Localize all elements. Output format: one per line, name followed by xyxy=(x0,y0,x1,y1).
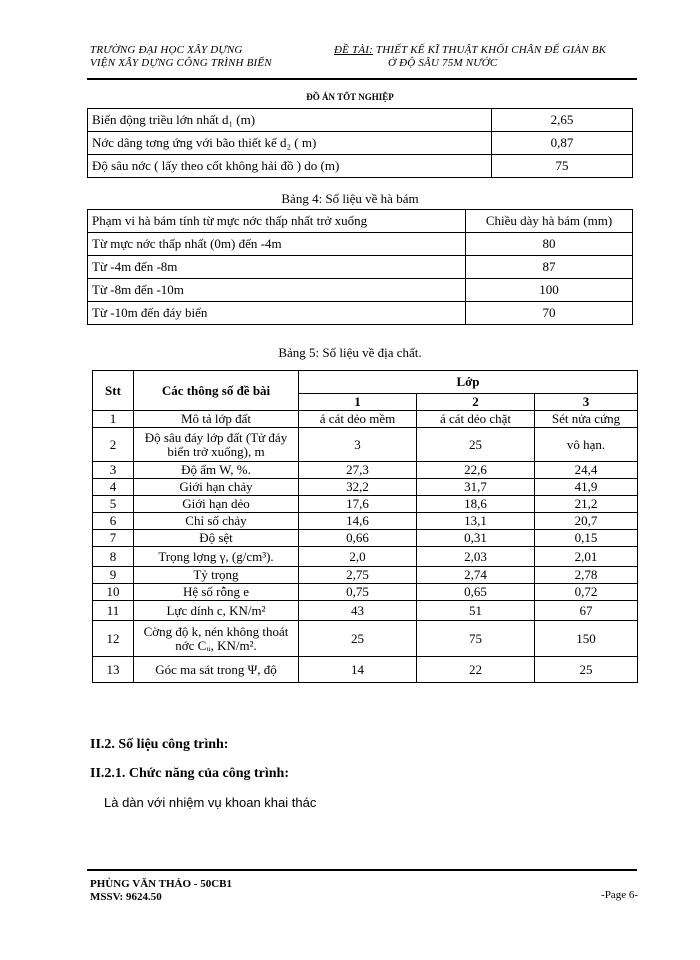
table-row xyxy=(93,513,638,530)
row-param: Góc ma sát trong Ψ, độ xyxy=(134,657,299,683)
student-id: MSSV: 9624.50 xyxy=(90,891,162,903)
row-param: Độ ẩm W, %. xyxy=(134,462,299,479)
row-layer-2: 0,65 xyxy=(417,584,535,601)
author: PHÙNG VĂN THẢO - 50CB1 xyxy=(90,878,232,890)
row-layer-1: 2,75 xyxy=(299,567,417,584)
topic-title-line1: THIẾT KẾ KĨ THUẬT KHỐI CHÂN ĐẾ GIÀN BK xyxy=(372,44,607,56)
document-subtitle: ĐỒ ÁN TỐT NGHIỆP xyxy=(306,92,394,102)
row-stt: 13 xyxy=(93,657,134,683)
table-row xyxy=(93,621,638,657)
row-value: 0,87 xyxy=(492,132,633,155)
page-number: -Page 6- xyxy=(601,889,638,901)
row-stt: 3 xyxy=(93,462,134,479)
row-layer-2: 2,03 xyxy=(417,547,535,567)
row-value: 70 xyxy=(466,302,633,325)
topic-title-line2: Ở ĐỘ SÂU 75M NƯỚC xyxy=(388,57,498,69)
table-row xyxy=(93,428,638,462)
row-layer-3: 2,01 xyxy=(535,547,638,567)
row-layer-2: 31,7 xyxy=(417,479,535,496)
header-param: Các thông số đề bài xyxy=(134,371,299,411)
row-layer-1: 14 xyxy=(299,657,417,683)
row-stt: 7 xyxy=(93,530,134,547)
row-range: Từ -4m đến -8m xyxy=(88,256,466,279)
row-param: Cờng độ k, nén không thoát nớc Cᵤ, KN/m². xyxy=(134,621,299,657)
row-layer-2: 0,31 xyxy=(417,530,535,547)
row-value: 75 xyxy=(492,155,633,178)
footer-rule xyxy=(87,869,637,871)
row-layer-2: 25 xyxy=(417,428,535,462)
table-row xyxy=(93,462,638,479)
marine-growth-table xyxy=(87,209,633,325)
row-layer-3: 0,15 xyxy=(535,530,638,547)
row-layer-2: 22,6 xyxy=(417,462,535,479)
row-layer-2: 22 xyxy=(417,657,535,683)
subsection-heading: II.2.1. Chức năng của công trình: xyxy=(90,766,289,781)
row-stt: 5 xyxy=(93,496,134,513)
row-param: Giới hạn chảy xyxy=(134,479,299,496)
row-layer-1: 25 xyxy=(299,621,417,657)
row-param: Lực dính c, KN/m² xyxy=(134,601,299,621)
row-layer-1: 43 xyxy=(299,601,417,621)
row-label: Nớc dâng tơng ứng với bão thiết kế d₂ ( m) xyxy=(88,132,492,155)
row-stt: 8 xyxy=(93,547,134,567)
table-header-row xyxy=(93,371,638,394)
tide-data-table xyxy=(87,108,633,178)
table-row xyxy=(93,411,638,428)
row-param: Độ sâu đáy lớp đất (Tử đáy biển trở xuống), m xyxy=(134,428,299,462)
table-row xyxy=(93,601,638,621)
table-row xyxy=(88,279,633,302)
table-row xyxy=(88,155,633,178)
table-row xyxy=(93,657,638,683)
row-range: Từ -8m đến -10m xyxy=(88,279,466,302)
row-layer-2: á cát dẻo chặt xyxy=(417,411,535,428)
table-row xyxy=(93,530,638,547)
institute-name: VIỆN XÂY DỰNG CÔNG TRÌNH BIỂN xyxy=(90,57,272,69)
row-stt: 9 xyxy=(93,567,134,584)
header-range: Phạm vi hà bám tính từ mực nớc thấp nhất trở xuống xyxy=(88,210,466,233)
geology-table xyxy=(92,370,638,683)
row-param: Giới hạn dẻo xyxy=(134,496,299,513)
row-layer-3: 0,72 xyxy=(535,584,638,601)
row-stt: 6 xyxy=(93,513,134,530)
table-row xyxy=(93,567,638,584)
footer-left xyxy=(90,878,232,904)
header-rule xyxy=(87,78,637,80)
row-layer-2: 51 xyxy=(417,601,535,621)
table-row xyxy=(88,132,633,155)
row-layer-1: 2,0 xyxy=(299,547,417,567)
row-range: Từ mực nớc thấp nhất (0m) đến -4m xyxy=(88,233,466,256)
row-label: Biến động triều lớn nhất d₁ (m) xyxy=(88,109,492,132)
table-row xyxy=(93,479,638,496)
header-thickness: Chiều dày hà bám (mm) xyxy=(466,210,633,233)
header-left xyxy=(90,44,272,70)
table-row xyxy=(93,584,638,601)
row-layer-3: 20,7 xyxy=(535,513,638,530)
row-layer-3: 24,4 xyxy=(535,462,638,479)
row-stt: 2 xyxy=(93,428,134,462)
header-layer: Lớp xyxy=(299,371,638,394)
row-stt: 4 xyxy=(93,479,134,496)
row-param: Hệ số rỗng e xyxy=(134,584,299,601)
section-heading: II.2. Số liệu công trình: xyxy=(90,737,229,752)
row-value: 100 xyxy=(466,279,633,302)
header-stt: Stt xyxy=(93,371,134,411)
row-layer-1: 0,66 xyxy=(299,530,417,547)
row-layer-3: 21,2 xyxy=(535,496,638,513)
row-layer-1: 0,75 xyxy=(299,584,417,601)
row-value: 87 xyxy=(466,256,633,279)
topic-label: ĐỀ TÀI: xyxy=(334,44,373,56)
row-range: Từ -10m đến đáy biển xyxy=(88,302,466,325)
row-stt: 10 xyxy=(93,584,134,601)
header-right xyxy=(334,44,606,70)
row-layer-2: 13,1 xyxy=(417,513,535,530)
row-value: 2,65 xyxy=(492,109,633,132)
row-layer-2: 18,6 xyxy=(417,496,535,513)
row-layer-3: 150 xyxy=(535,621,638,657)
row-layer-1: 32,2 xyxy=(299,479,417,496)
row-stt: 1 xyxy=(93,411,134,428)
table-header-row xyxy=(88,210,633,233)
row-layer-3: 2,78 xyxy=(535,567,638,584)
row-layer-3: Sét nửa cứng xyxy=(535,411,638,428)
row-layer-2: 75 xyxy=(417,621,535,657)
row-param: Tỷ trọng xyxy=(134,567,299,584)
row-value: 80 xyxy=(466,233,633,256)
row-layer-2: 2,74 xyxy=(417,567,535,584)
table-row xyxy=(88,109,633,132)
row-param: Độ sệt xyxy=(134,530,299,547)
row-stt: 11 xyxy=(93,601,134,621)
header-layer-2: 2 xyxy=(417,394,535,411)
row-layer-1: 17,6 xyxy=(299,496,417,513)
row-layer-3: vô hạn. xyxy=(535,428,638,462)
table-row xyxy=(93,547,638,567)
school-name: TRƯỜNG ĐẠI HỌC XÂY DỰNG xyxy=(90,44,243,56)
row-layer-3: 67 xyxy=(535,601,638,621)
paragraph: Là dàn với nhiệm vụ khoan khai thác xyxy=(104,795,317,810)
table5-caption: Bảng 5: Số liệu về địa chất. xyxy=(278,345,422,360)
row-stt: 12 xyxy=(93,621,134,657)
row-layer-1: 3 xyxy=(299,428,417,462)
row-param: Chỉ số chảy xyxy=(134,513,299,530)
row-label: Độ sâu nớc ( lấy theo cốt không hải đồ ) do (m) xyxy=(88,155,492,178)
header-layer-1: 1 xyxy=(299,394,417,411)
row-param: Mô tả lớp đất xyxy=(134,411,299,428)
row-layer-1: 14,6 xyxy=(299,513,417,530)
row-layer-3: 41,9 xyxy=(535,479,638,496)
row-layer-1: 27,3 xyxy=(299,462,417,479)
table4-caption: Bảng 4: Số liệu về hà bám xyxy=(281,191,419,206)
header-layer-3: 3 xyxy=(535,394,638,411)
row-layer-1: á cát dẻo mềm xyxy=(299,411,417,428)
table-row xyxy=(88,233,633,256)
table-row xyxy=(88,256,633,279)
row-param: Trọng lợng γ, (g/cm³). xyxy=(134,547,299,567)
table-row xyxy=(93,496,638,513)
table-row xyxy=(88,302,633,325)
row-layer-3: 25 xyxy=(535,657,638,683)
